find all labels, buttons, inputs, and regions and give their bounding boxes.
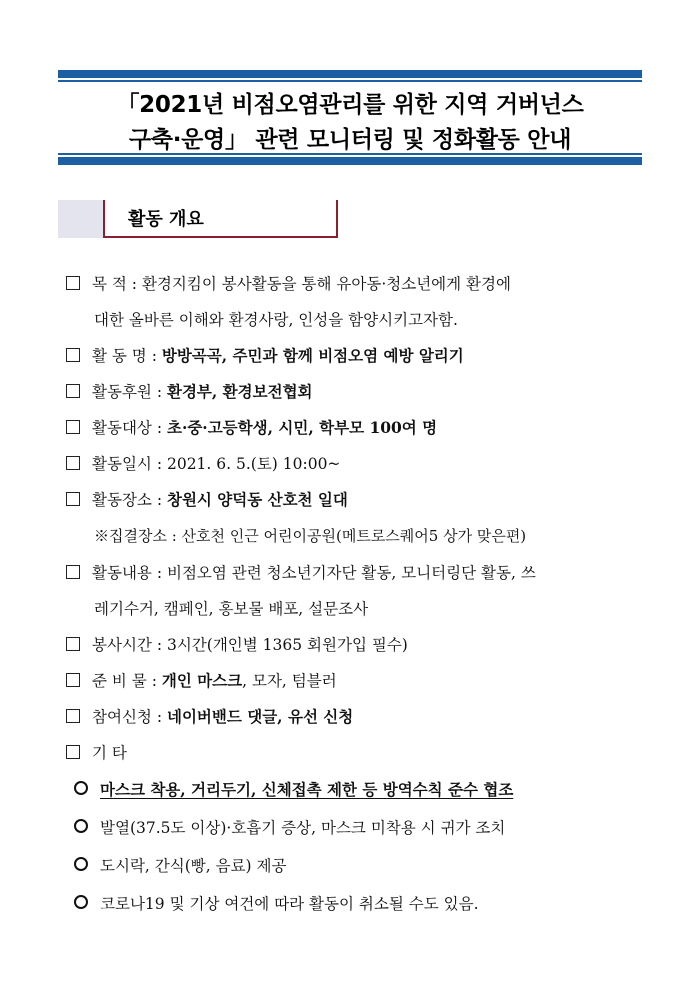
checkbox-square-icon	[66, 492, 80, 506]
item-sponsor	[66, 382, 313, 402]
item-content-label: 활동내용 :	[92, 564, 167, 582]
checkbox-square-icon	[66, 348, 80, 362]
item-purpose-continued: 대한 올바른 이해와 환경사랑, 인성을 함양시키고자함.	[94, 311, 458, 329]
header-bottom-thin-rule	[58, 153, 642, 155]
bullet-item	[74, 818, 505, 838]
bullet-text: 코로나19 및 기상 여건에 따라 활동이 취소될 수도 있음.	[100, 895, 479, 913]
hollow-circle-icon	[74, 781, 88, 795]
item-hours	[66, 635, 408, 655]
item-date	[66, 454, 340, 474]
hollow-circle-icon	[74, 895, 88, 909]
header-bottom-rule	[58, 157, 642, 165]
item-supplies-label: 준 비 물 :	[92, 672, 162, 690]
item-place-label: 활동장소 :	[92, 491, 167, 509]
item-apply-label: 참여신청 :	[92, 708, 167, 726]
item-apply-text: 네이버밴드 댓글, 유선 신청	[166, 707, 354, 726]
checkbox-square-icon	[66, 565, 80, 579]
item-supplies-bold: 개인 마스크	[161, 671, 243, 690]
item-content-text: 비점오염 관련 청소년기자단 활동, 모니터링단 활동, 쓰	[166, 564, 536, 582]
checkbox-square-icon	[66, 420, 80, 434]
item-hours-label: 봉사시간 :	[92, 636, 167, 654]
item-target	[66, 418, 437, 438]
item-purpose-text: 환경지킴이 봉사활동을 통해 유아동·청소년에게 환경에	[141, 275, 511, 293]
checkbox-square-icon	[66, 709, 80, 723]
item-purpose	[66, 274, 511, 294]
item-purpose-label: 목 적 :	[92, 275, 142, 293]
item-date-label: 활동일시 :	[92, 455, 167, 473]
bullet-item	[74, 780, 513, 800]
hollow-circle-icon	[74, 857, 88, 871]
checkbox-square-icon	[66, 637, 80, 651]
item-date-text: 2021. 6. 5.(토) 10:00~	[166, 455, 341, 473]
item-name	[66, 346, 464, 366]
checkbox-square-icon	[66, 745, 80, 759]
item-place-text: 창원시 양덕동 산호천 일대	[166, 490, 348, 509]
item-apply	[66, 707, 353, 727]
checkbox-square-icon	[66, 456, 80, 470]
item-supplies-rest: , 모자, 텀블러	[242, 672, 337, 690]
bullet-item	[74, 894, 479, 914]
document-title-line1: 「2021년 비점오염관리를 위한 지역 거버넌스	[116, 92, 584, 118]
item-content	[66, 563, 536, 583]
header-top-rule	[58, 70, 642, 78]
bullet-text: 도시락, 간식(빵, 음료) 제공	[100, 857, 287, 875]
checkbox-square-icon	[66, 276, 80, 290]
checkbox-square-icon	[66, 673, 80, 687]
section-left-bar	[103, 200, 105, 238]
item-content-continued: 레기수거, 캠페인, 홍보물 배포, 설문조사	[94, 600, 369, 618]
item-hours-text: 3시간(개인별 1365 회원가입 필수)	[166, 636, 408, 654]
section-shade-block	[58, 200, 103, 238]
bullet-text: 발열(37.5도 이상)·호흡기 증상, 마스크 미착용 시 귀가 조치	[100, 819, 506, 837]
item-supplies	[66, 671, 337, 691]
item-target-label: 활동대상 :	[92, 419, 167, 437]
section-underline	[103, 236, 338, 238]
bullet-text: 마스크 착용, 거리두기, 신체접촉 제한 등 방역수칙 준수 협조	[100, 780, 514, 799]
item-etc-label: 기 타	[92, 744, 127, 762]
section-title: 활동 개요	[128, 209, 204, 230]
hollow-circle-icon	[74, 819, 88, 833]
header-top-thin-rule	[58, 80, 642, 82]
item-etc	[66, 743, 127, 763]
bullet-item	[74, 856, 286, 876]
item-sponsor-label: 활동후원 :	[92, 383, 167, 401]
item-target-text: 초·중·고등학생, 시민, 학부모 100여 명	[166, 418, 438, 437]
section-heading	[58, 200, 338, 238]
item-sponsor-text: 환경부, 환경보전협회	[166, 382, 313, 401]
checkbox-square-icon	[66, 384, 80, 398]
item-name-label: 활 동 명 :	[92, 347, 162, 365]
document-title-line2: 구축·운영」 관련 모니터링 및 정화활동 안내	[128, 127, 572, 153]
section-right-bar	[336, 200, 338, 238]
item-name-text: 방방곡곡, 주민과 함께 비점오염 예방 알리기	[161, 346, 464, 365]
item-place-note: ※집결장소 : 산호천 인근 어린이공원(메트로스퀘어5 상가 맞은편)	[94, 527, 527, 545]
item-place	[66, 490, 348, 510]
